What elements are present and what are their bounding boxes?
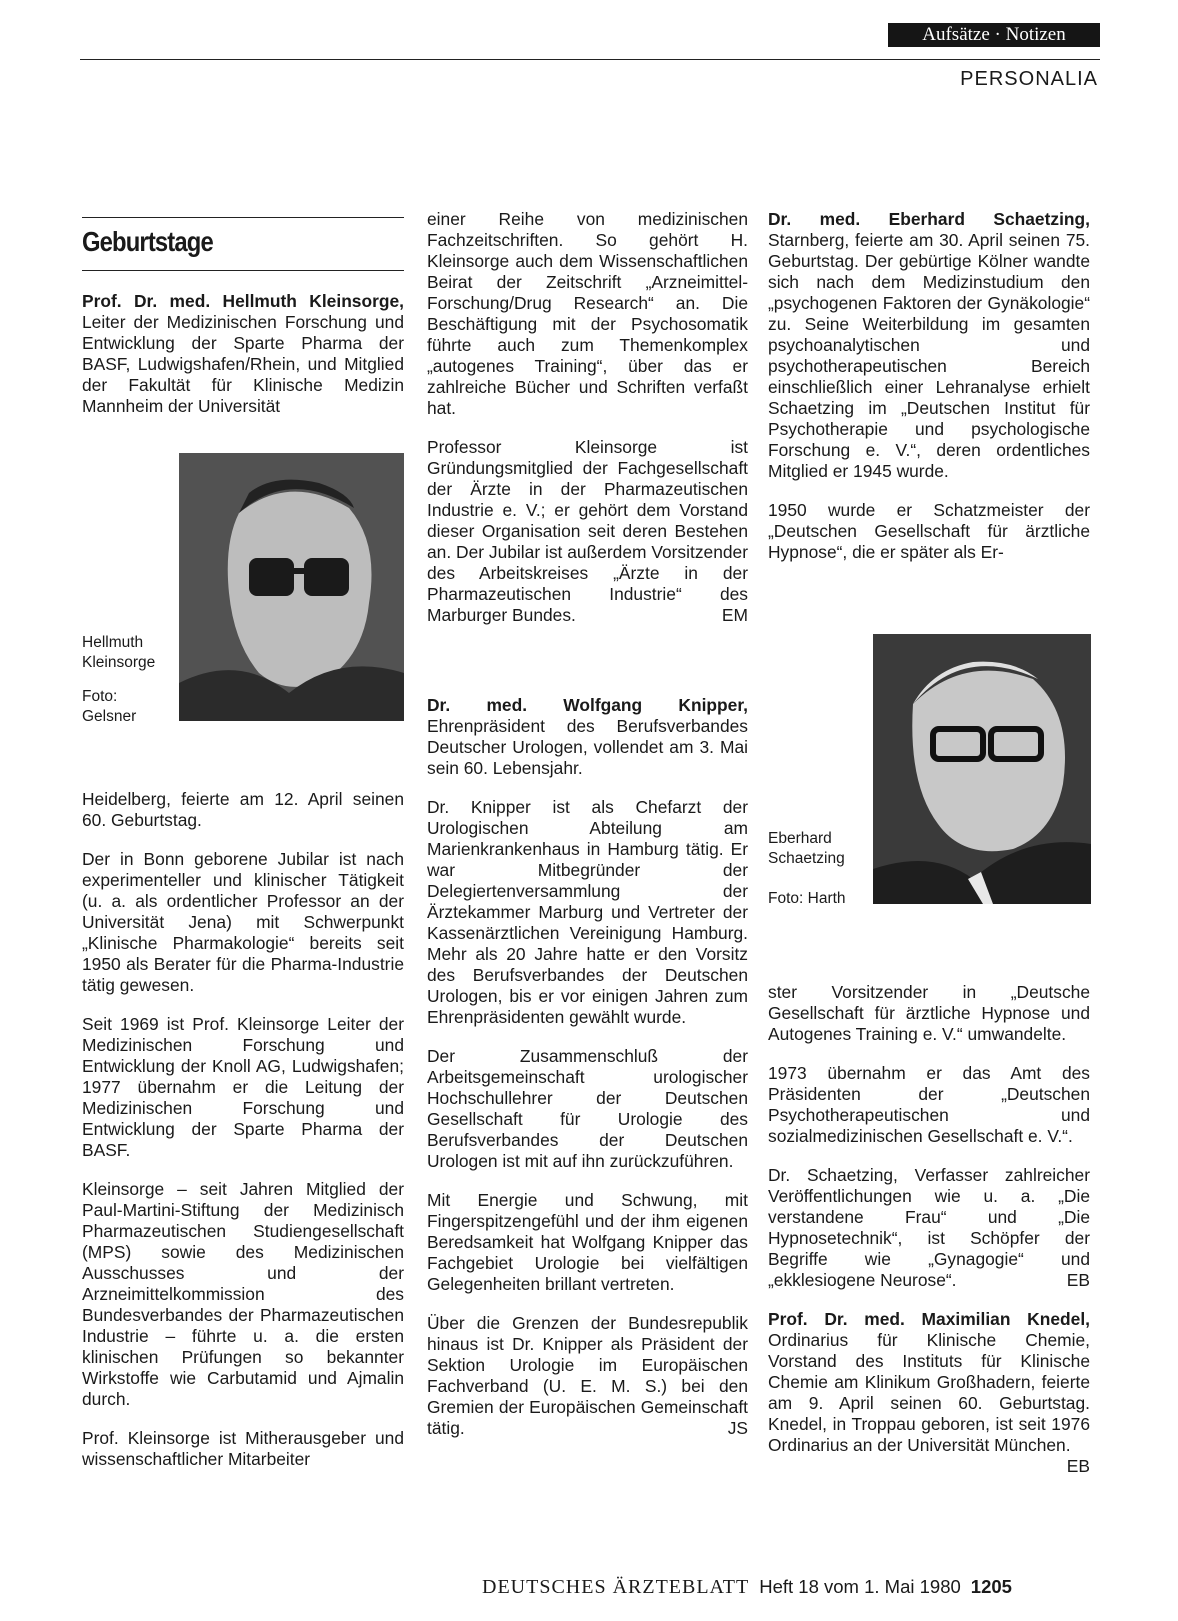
paragraph: einer Reihe von medizinischen Fachzeitschriften. So gehört H. Kleinsorge auch dem Wissenschaftlichen Beirat der Zeitschrift „Arzneimittel-Forschung/Drug Research“ an. Die Beschäftigung mit der Psychosomatik führte auch zum Themenkomplex „autogenes Training“, über das er zahlreiche Bücher und Schriften verfaßt hat. [427, 209, 748, 418]
person-name: Dr. med. Wolfgang Knipper, [427, 695, 748, 715]
paragraph-text: Über die Grenzen der Bundesrepublik hinaus ist Dr. Knipper als Präsident der Sektion Urologie im Europäischen Fachverband (U. E. M. S.) bei den Gremien der Europäischen Gemeinschaft tätig. [427, 1313, 748, 1438]
paragraph: Der in Bonn geborene Jubilar ist nach experimenteller und klinischer Tätigkeit (u. a. als ordentlicher Professor an der Universität Jena) mit Schwerpunkt „Klinische Pharmakologie“ bereits seit 1950 als Berater für die Pharma-Industrie tätig gewesen. [82, 849, 404, 995]
paragraph [427, 1313, 748, 1439]
section-badge: Aufsätze · Notizen [888, 23, 1100, 47]
column-3-top [768, 209, 1090, 581]
header-rule [80, 59, 1100, 60]
portrait-photo-schaetzing [873, 634, 1091, 904]
paragraph: Dr. Knipper ist als Chefarzt der Urologischen Abteilung am Marienkrankenhaus in Hamburg tätig. Er war Mitbegründer der Delegiertenversammlung der Ärztekammer Marburg und Vertreter der Kassenärztlichen Vereinigung Hamburg. Mehr als 20 Jahre hatte er den Vorsitz des Berufsverbandes der Deutschen Urologen, bis er vor einigen Jahren zum Ehrenpräsidenten gewählt wurde. [427, 797, 748, 1027]
paragraph: Kleinsorge – seit Jahren Mitglied der Paul-Martini-Stiftung der Medizinisch Pharmazeutischen Studiengesellschaft (MPS) sowie des Medizinischen Ausschusses und der Arzneimittelkommission des Bundesverbandes der Pharmazeutischen Industrie – führte u. a. die ersten klinischen Prüfungen so bekannter Wirkstoffe wie Carbutamid und Ajmalin durch. [82, 1179, 404, 1409]
issue-info: Heft 18 vom 1. Mai 1980 [759, 1576, 961, 1597]
author-initials: EB [1066, 1270, 1090, 1290]
page-footer [482, 1576, 1012, 1599]
masthead: DEUTSCHES ÄRZTEBLATT [482, 1576, 750, 1598]
paragraph: Seit 1969 ist Prof. Kleinsorge Leiter der Medizinischen Forschung und Entwicklung der Knoll AG, Ludwigshafen; 1977 übernahm er die Leitung der Medizinischen Forschung und Entwicklung der Sparte Pharma der BASF. [82, 1014, 404, 1160]
author-initials: EM [721, 605, 748, 625]
author-initials: JS [727, 1418, 748, 1438]
paragraph-text: Dr. Schaetzing, Verfasser zahlreicher Veröffentlichungen wie u. a. „Die verstandene Frau“ und „Die Hypnosetechnik“, ist Schöpfer der Begriffe wie „Gynagogie“ und „ekklesiogene Neurose“. [768, 1165, 1090, 1290]
intro-text: Ehrenpräsident des Berufsverbandes Deutscher Urologen, vollendet am 3. Mai sein 60. Lebensjahr. [427, 716, 748, 778]
photo-caption-kleinsorge: Hellmuth Kleinsorge [82, 634, 156, 671]
column-2-bottom [427, 695, 748, 1457]
title-rule-top [82, 217, 404, 218]
portrait-schaetzing-image [873, 634, 1091, 904]
portrait-kleinsorge-image [179, 453, 404, 721]
intro-text: Starnberg, feierte am 30. April seinen 75. Geburtstag. Der gebürtige Kölner wandte sich nach dem Medizinstudium den „psychogenen Faktoren der Gynäkologie“ zu. Seine Weiterbildung im gesamten psychoanalytischen und psychotherapeutischen Bereich einschließlich einer Lehranalyse erhielt Schaetzing im „Deutschen Institut für Psychotherapie und psychologische Forschung e. V.“, deren ordentliches Mitglied er 1945 wurde. [768, 230, 1090, 481]
paragraph: 1973 übernahm er das Amt des Präsidenten der „Deutschen Psychotherapeutischen und sozialmedizinischen Gesellschaft e. V.“. [768, 1063, 1090, 1146]
column-2-top [427, 209, 748, 644]
article-schaetzing-intro [768, 209, 1090, 482]
photo-caption-schaetzing: Eberhard Schaetzing [768, 830, 845, 867]
person-name: Prof. Dr. med. Maximilian Knedel, [768, 1309, 1090, 1329]
photo-credit-kleinsorge: Foto: Gelsner [82, 688, 137, 725]
article-kleinsorge-intro [82, 291, 404, 417]
intro-text: Leiter der Medizinischen Forschung und Entwicklung der Sparte Pharma der BASF, Ludwigshafen/Rhein, und Mitglied der Fakultät für Klinische Medizin Mannheim der Universität [82, 312, 404, 416]
paragraph [768, 1165, 1090, 1291]
person-name: Dr. med. Eberhard Schaetzing, [768, 209, 1090, 229]
column-3-bottom [768, 982, 1090, 1477]
column-1-top [82, 291, 404, 435]
paragraph [427, 437, 748, 626]
paragraph-text: Professor Kleinsorge ist Gründungsmitglied der Fachgesellschaft der Ärzte in der Pharmazeutischen Industrie e. V.; er gehört dem Vorstand dieser Organisation seit deren Bestehen an. Der Jubilar ist außerdem Vorsitzender des Arbeitskreises „Ärzte in der Pharmazeutischen Industrie“ des Marburger Bundes. [427, 437, 748, 625]
page-number: 1205 [970, 1576, 1012, 1597]
column-1-bottom [82, 789, 404, 1488]
portrait-photo-kleinsorge [179, 453, 404, 721]
photo-credit-schaetzing: Foto: Harth [768, 890, 846, 907]
section-label: PERSONALIA [960, 68, 1098, 90]
title-rule-bottom [82, 270, 404, 271]
author-initials: EB [1066, 1456, 1090, 1476]
paragraph: Heidelberg, feierte am 12. April seinen 60. Geburtstag. [82, 789, 404, 830]
paragraph: Mit Energie und Schwung, mit Fingerspitzengefühl und der ihm eigenen Beredsamkeit hat Wolfgang Knipper das Fachgebiet Urologie bei vielfältigen Gelegenheiten brillant vertreten. [427, 1190, 748, 1294]
paragraph: 1950 wurde er Schatzmeister der „Deutschen Gesellschaft für ärztliche Hypnose“, die er später als Er- [768, 500, 1090, 562]
section-title: Geburtstage [82, 226, 213, 257]
paragraph: ster Vorsitzender in „Deutsche Gesellschaft für ärztliche Hypnose und Autogenes Training e. V.“ umwandelte. [768, 982, 1090, 1044]
article-knipper-intro [427, 695, 748, 779]
paragraph: Prof. Kleinsorge ist Mitherausgeber und wissenschaftlicher Mitarbeiter [82, 1428, 404, 1469]
person-name: Prof. Dr. med. Hellmuth Kleinsorge, [82, 291, 404, 311]
intro-text: Ordinarius für Klinische Chemie, Vorstand des Instituts für Klinische Chemie am Klinikum Großhadern, feierte am 9. April seinen 60. Geburtstag. Knedel, in Troppau geboren, ist seit 1976 Ordinarius an der Universität München. [768, 1330, 1090, 1455]
article-knedel [768, 1309, 1090, 1476]
paragraph: Der Zusammenschluß der Arbeitsgemeinschaft urologischer Hochschullehrer der Deutschen Gesellschaft für Urologie des Berufsverbandes der Deutschen Urologen ist mit auf ihn zurückzuführen. [427, 1046, 748, 1171]
